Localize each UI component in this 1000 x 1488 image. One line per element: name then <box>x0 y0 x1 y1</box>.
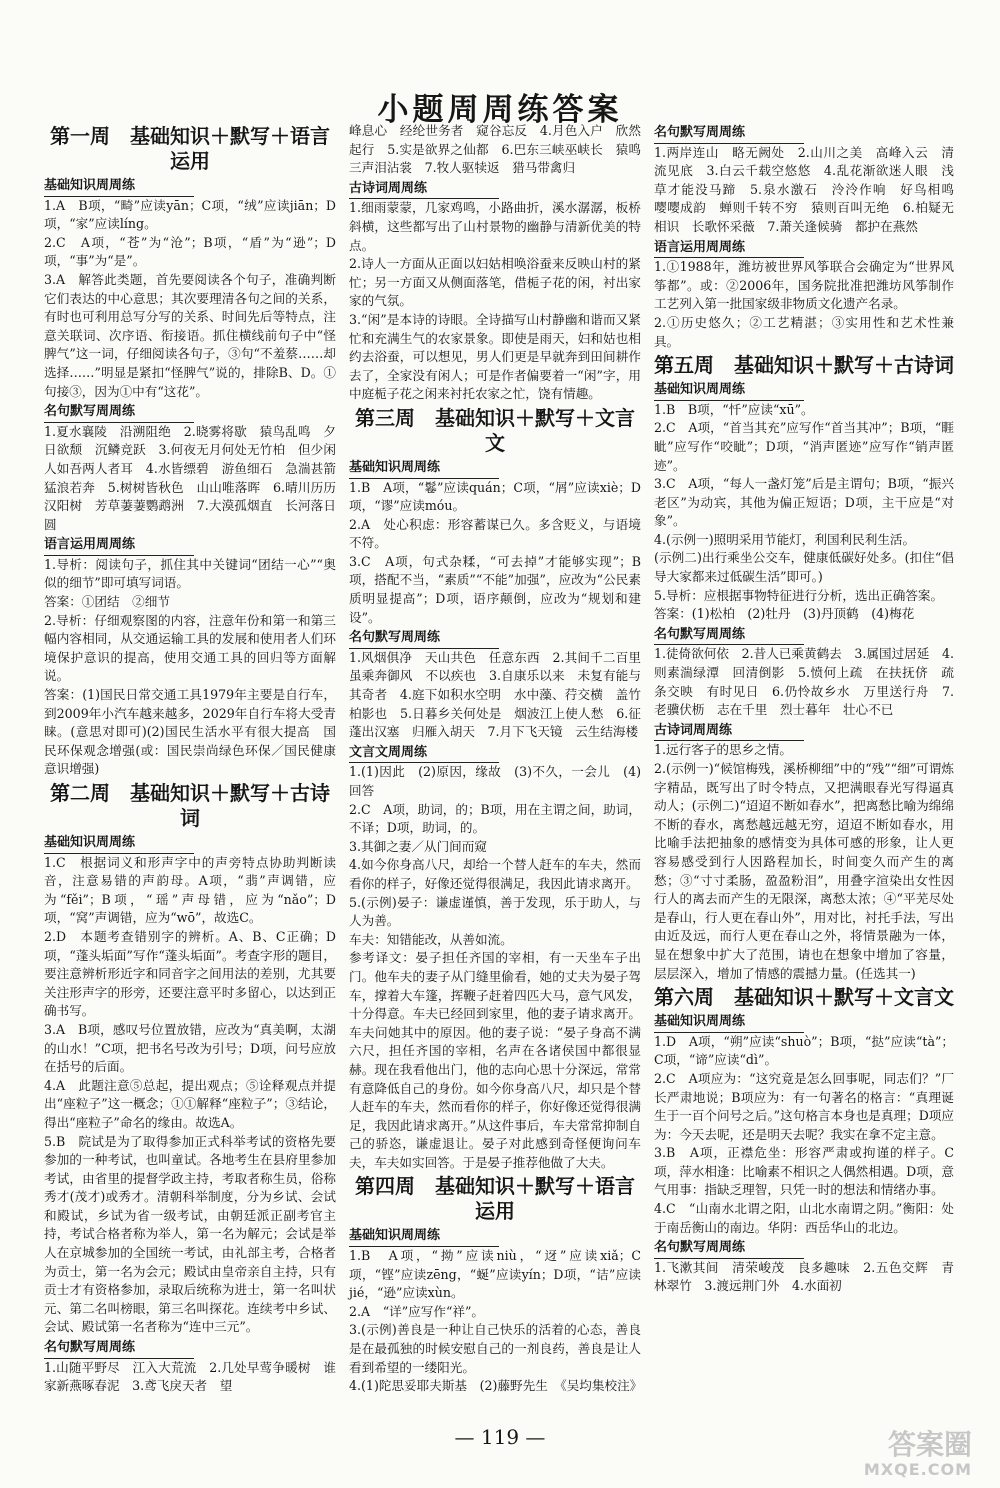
answer-paragraph: 1.(1)因此 (2)原因，缘故 (3)不久，一会儿 (4)回答 <box>349 764 641 798</box>
answer-paragraph: 答案：①团结 ②细节 <box>44 594 170 610</box>
answer-paragraph: 1.两岸连山 略无阙处 2.山川之美 高峰入云 清流见底 3.白云千载空悠悠 4.乱花渐欲迷人眼 浅草才能没马蹄 5.泉水激石 泠泠作响 好鸟相鸣 嘤嘤成韵 蝉则千转不穷 猿则百叫无绝 6.柏疑无相识 长歌怀采薇 7.萧关逢候骑 都护在燕然 <box>654 144 967 234</box>
answer-paragraph: 4.(1)陀思妥耶夫斯基 (2)藤野先生 《吴均集校注》 <box>349 1378 643 1394</box>
section-heading: 名句默写周周练 <box>44 1339 194 1359</box>
answer-paragraph: 1.飞漱其间 清荣峻茂 良多趣味 2.五色交辉 青林翠竹 3.渡远荆门外 4.水面初 <box>654 1259 954 1294</box>
answer-paragraph: 1.C 根据词义和形声字中的声旁特点协助判断读音，注意易错的声韵母。A项，“翡”声调错，应为“fěi”；B项，“瑶”声母错，应为“nǎo”；D项，“窝”声调错，应为“wō”，故选C。 <box>44 854 336 926</box>
answer-paragraph: 1.远行客子的思乡之情。 <box>654 742 792 758</box>
answer-paragraph: 1.导析：阅读句子，抓住其中关键词“团结一心”“奥似的细节”即可填写词语。 <box>44 556 336 591</box>
answer-paragraph: 1.B B项，“忏”应读“xū”。 <box>654 401 814 417</box>
week-heading: 第三周 基础知识＋默写＋文言文 <box>355 405 635 455</box>
watermark-text: 答案圈 <box>887 1428 972 1461</box>
section-heading: 名句默写周周练 <box>349 629 499 649</box>
watermark-logo <box>842 1430 972 1482</box>
answer-paragraph: 2.C A项，“苍”为“沧”；B项，“盾”为“逊”；D项，“事”为“是”。 <box>44 234 336 269</box>
answer-paragraph: 1.风烟俱净 天山共色 任意东西 2.其间千二百里 虽乘奔御风 不以疾也 3.自康乐以来 未复有能与其奇者 4.庭下如积水空明 水中藻、荇交横 盖竹柏影也 5.日暮乡关何处是 烟波江上使人愁 6.征蓬出汉塞 归雁入胡天 7.月下飞天镜 云生结海楼 <box>349 649 654 740</box>
answer-paragraph: 2.诗人一方面从正面以妇姑相唤浴蚕来反映山村的紧忙；另一方面又从侧面落笔，借栀子花的闲，衬出家家的气氛。 <box>349 256 641 309</box>
page-title: 小题周周练答案 <box>377 92 623 128</box>
section-heading: 名句默写周周练 <box>654 1239 804 1259</box>
page-number: — 119 — <box>454 1425 546 1449</box>
answer-paragraph: 1.①1988年，潍坊被世界风筝联合会确定为“世界风筝都”。或：②2006年，国务院批准把潍坊风筝制作工艺列入第一批国家级非物质文化遗产名录。 <box>654 259 954 312</box>
section-heading: 古诗词周周练 <box>349 180 499 200</box>
section-heading: 名句默写周周练 <box>654 626 804 646</box>
answer-paragraph: (示例二)出行乘坐公交车，健康低碳好处多。(扣住“倡导大家都来过低碳生活”即可。) <box>654 550 954 585</box>
answer-paragraph: 5.(示例)晏子：谦虚谨慎，善于发现，乐于助人，与人为善。 <box>349 894 641 929</box>
week-heading: 第一周 基础知识＋默写＋语言运用 <box>50 124 330 173</box>
answer-column-3 <box>654 122 967 1296</box>
section-heading: 基础知识周周练 <box>654 1013 804 1033</box>
answer-paragraph: 4.(示例一)照明采用节能灯，利国利民利生活。 <box>654 531 916 547</box>
section-heading: 文言文周周练 <box>349 744 499 764</box>
answer-paragraph: 4.C “山南水北谓之阳，山北水南谓之阴。”衡阳：处于南岳衡山的南边。华阴：西岳华山的北边。 <box>654 1201 954 1235</box>
answer-paragraph: 峰息心 经纶世务者 窥谷忘反 4.月色入户 欣然起行 5.实是欲界之仙都 6.巴东三峡巫峡长 猿鸣三声泪沾裳 7.牧人驱犊返 猎马带禽归 <box>349 123 641 176</box>
answer-paragraph: 2.导析：仔细观察图的内容，注意年份和第一和第三幅内容相同，从交通运输工具的发展和使用者人们环境保护意识的提高，使用交通工具的回归等方面解说。 <box>44 612 336 684</box>
watermark-url: MXQE.COM <box>863 1460 972 1479</box>
answer-paragraph: 1.B A项，“拗”应读niù，“迓”应读xiǎ；C项，“铿”应读zēng，“蜒”应读yín；D项，“诘”应读jié，“逊”应读xùn。 <box>349 1248 641 1301</box>
answer-paragraph: 2.①历史悠久；②工艺精湛；③实用性和艺术性兼具。 <box>654 314 954 349</box>
answer-paragraph: 5.B 院试是为了取得参加正式科举考试的资格先要参加的一种考试，也叫童试。各地考生在县府里参加考试，由省里的提督学政主持，考取者称生员，俗称秀才(茂才)或秀才。清朝科举制度，分为乡试、会试和殿试，乡试为省一级考试，由朝廷派正副考官主持，考试合格者称为举人，第一名为解元；会试是举人在京城参加的全国统一考试，由礼部主考，合格者为贡士，第一名为会元；殿试由皇帝亲自主持，只有贡士才有资格参加，录取后统称为进士，第一名叫状元、第二名叫榜眼，第三名叫探花。连续考中乡试、会试、殿试第一名者称为“连中三元”。 <box>44 1133 336 1335</box>
section-heading: 基础知识周周练 <box>44 177 194 197</box>
section-heading: 基础知识周周练 <box>349 459 499 479</box>
section-heading: 名句默写周周练 <box>44 403 194 423</box>
week-heading: 第四周 基础知识＋默写＋语言运用 <box>355 1174 635 1224</box>
section-heading: 语言运用周周练 <box>44 536 194 556</box>
answer-paragraph: 1.B A项，“鬈”应读quán；C项，“屑”应读xiè；D项，“谬”应读móu。 <box>349 479 641 514</box>
answer-paragraph: 5.导析：应根据事物特征进行分析，选出正确答案。 <box>654 587 944 603</box>
answer-column-1 <box>44 122 349 1396</box>
answer-paragraph: 3.A B项，感叹号位置放错，应改为“真美啊，太湖的山水！”C项，把书名号改为引号；D项，问号应放在括号的后面。 <box>44 1021 336 1075</box>
answer-paragraph: 车夫：知错能改，从善如流。 <box>349 931 513 947</box>
answer-paragraph: 3.C A项，“每人一盏灯笼”后是主谓句；B项，“振兴老区”为动宾，其他为偏正短语；D项，主干应是“对象”。 <box>654 476 954 529</box>
answer-paragraph: 1.山随平野尽 江入大荒流 2.几处早莺争暖树 谁家新燕啄春泥 3.鸢飞戾天者 望 <box>44 1359 336 1394</box>
answer-paragraph: 答案：(1)松柏 (2)牡丹 (3)丹顶鹤 (4)梅花 <box>654 606 915 622</box>
section-heading: 基础知识周周练 <box>44 834 194 854</box>
section-heading: 语言运用周周练 <box>654 239 804 259</box>
week-heading: 第二周 基础知识＋默写＋古诗词 <box>50 781 330 830</box>
answer-column-2 <box>349 122 654 1396</box>
answer-paragraph: 3.B A项，正襟危坐：形容严肃或拘谨的样子。C项，萍水相逢：比喻素不相识之人偶然相遇。D项，意气用事：指缺乏理智，只凭一时的想法和情绪办事。 <box>654 1145 954 1198</box>
answer-paragraph: 1.D A项，“朔”应读“shuò”；B项，“挞”应读“tà”；C项，“谛”应读“dì”。 <box>654 1033 954 1068</box>
answer-paragraph: 4.A 此题注意⑤总起，提出观点；⑤诠释观点并提出“座粒子”这一概念；①①解释“座粒子”；③结论，得出“座粒子”命名的缘由。故选A。 <box>44 1077 336 1130</box>
answer-paragraph: 2.A 处心积虑：形容蓄谋已久。多含贬义，与语境不符。 <box>349 516 641 551</box>
answer-paragraph: 2.C A项，助词，的；B项，用在主谓之间，助词，不译；D项，助词，的。 <box>349 801 641 836</box>
answer-paragraph: 2.C A项应为：“这究竟是怎么回事呢，同志们？”厂长严肃地说；B项应为：有一句著名的格言：“真理诞生于一百个问号之后。”这句格言本身也是真理；D项应为：今天去呢，还是明天去呢？我实在拿不定主意。 <box>654 1070 954 1142</box>
answer-paragraph: 4.如今你身高八尺，却给一个替人赶车的车夫，然而看你的样子，好像还觉得很满足，我因此请求离开。 <box>349 857 641 891</box>
section-heading: 名句默写周周练 <box>654 124 804 144</box>
answer-paragraph: 1.夏水襄陵 沿溯阻绝 2.晓雾将歇 猿鸟乱鸣 夕日欲颓 沉鳞竞跃 3.何夜无月何处无竹柏 但少闲人如吾两人者耳 4.水皆缥碧 游鱼细石 急湍甚箭 猛浪若奔 5.树树皆秋色 山山唯落晖 6.晴川历历汉阳树 芳草萋萋鹦鹉洲 7.大漠孤烟直 长河落日圆 <box>44 423 349 532</box>
answer-paragraph: 3.C A项，句式杂糅，“可去掉”才能够实现”；B项，搭配不当，“素质”“不能”加强”，应改为“公民素质明显提高”；D项，语序颠倒，应改为“规划和建设”。 <box>349 553 641 625</box>
answer-paragraph: 答案：(1)国民日常交通工具1979年主要是自行车，到2009年小汽车越来越多，2029年自行车将大受青睐。(意思对即可)(2)国民生活水平有很大提高 国民环保观念增强(或：国民崇尚绿色环保／国民健康意识增强) <box>44 687 336 777</box>
answer-paragraph: 3.A 解答此类题，首先要阅读各个句子，准确判断它们表达的中心意思；其次要理清各句之间的关系，有时也可利用总写分写的关系、时间先后等特点，注意关联词、次序语、衔接语。抓住横线前句子中“怪脾气”这一词，仔细阅读各句子，③句“不羞蔡……却选择……”明显是紧扣“怪脾气”说的，排除B、D。①句接③，因为①中有“这花”。 <box>44 271 336 399</box>
answer-paragraph: 1.A B项，“畸”应读yān；C项，“绒”应读jiān；D项，“家”应读líng。 <box>44 197 336 232</box>
answer-paragraph: 3.“闲”是本诗的诗眼。全诗描写山村静幽和谐而又紧忙和充满生气的农家景象。即使是雨天，妇和姑也相约去浴蚕，可以想见，男人们更是早就奔到田间耕作去了，全家没有闲人；可是作者偏要着一“闲”字，用中庭栀子花之闲来衬托农家之忙，饶有情趣。 <box>349 311 641 402</box>
section-heading: 古诗词周周练 <box>654 722 804 742</box>
answer-paragraph: 2.A “详”应写作“祥”。 <box>349 1303 485 1319</box>
answer-paragraph: 2.D 本题考查错别字的辨析。A、B、C正确；D项，“蓬头垢面”写作“蓬头垢面”。考查字形的题目，要注意辨析形近字和同音字之间用法的差别，尤其要关注形声字的形旁，还要注意平时多留心，以达到正确书写。 <box>44 928 336 1019</box>
answer-paragraph: 1.徒倚欲何依 2.昔人已乘黄鹤去 3.属国过居延 4.则素湍绿潭 回清倒影 5.愤何上疏 在扶抚侪 疏条交映 有时见日 6.仍怜故乡水 万里送行舟 7.老骥伏枥 志在千里 烈士暮年 壮心不已 <box>654 646 954 718</box>
section-heading: 基础知识周周练 <box>349 1227 499 1247</box>
week-heading: 第五周 基础知识＋默写＋古诗词 <box>654 353 954 378</box>
answer-paragraph: 3.其御之妻／从门间而窥 <box>349 838 487 854</box>
answer-paragraph: 2.C A项，“首当其充”应写作“首当其冲”；B项，“睚眦”应写作“咬眦”；D项，“消声匿迹”应写作“销声匿迹”。 <box>654 420 954 473</box>
week-heading: 第六周 基础知识＋默写＋文言文 <box>654 985 954 1010</box>
answer-paragraph: 参考译文：晏子担任齐国的宰相，有一天坐车子出门。他车夫的妻子从门缝里偷看，她的丈夫为晏子驾车，撑着大车篷，挥鞭子赶着四匹大马，意气风发，十分得意。车夫已经回到家里，他的妻子请求离开。车夫问她其中的原因。他的妻子说：“晏子身高不满六尺，担任齐国的宰相，名声在各诸侯国中都很显赫。现在我看他出门，他的志向心思十分深远，常常有意降低自己的身份。如今你身高八尺，却只是个替人赶车的车夫，然而看你的样子，你好像还觉得很满足，我因此请求离开。”从这件事后，车夫常常抑制自己的骄恣，谦虚退让。晏子对此感到奇怪便询问车夫，车夫如实回答。于是晏子推荐他做了大夫。 <box>349 950 641 1170</box>
answer-paragraph: 1.细雨蒙蒙，几家鸡鸣，小路曲折，溪水潺潺，板桥斜横，这些都写出了山村景物的幽静与清新优美的特点。 <box>349 200 641 253</box>
answer-paragraph: 3.(示例)善良是一种让自己快乐的活着的心态，善良是在最孤独的时候安慰自己的一剂良药，善良是让人看到希望的一缕阳光。 <box>349 1322 641 1375</box>
answer-paragraph: 2.(示例一)“候馆梅残，溪桥柳细”中的“残”“细”可谓炼字精品，既写出了时令特点，又把满眼春光写得逼真动人；(示例二)“迢迢不断如春水”，把离愁比喻为绵绵不断的春水，离愁越远越无穷，迢迢不断如春水，用比喻手法把抽象的感情变为具体可感的形象，让人更容易感受到行人因路程加长，时间变久而产生的离愁；③“寸寸柔肠，盈盈粉泪”，用叠字渲染出女性因行人的离去而产生的无限深，离愁太浓；④“平芜尽处是春山，行人更在春山外”，用对比，衬托手法，写出由近及远，而行人更在春山之外，将情景融为一体，显在想象中扩大了范围，请也在想象中增加了容量，层层深入，增加了情感的震撼力量。(任选其一) <box>654 761 954 981</box>
section-heading: 基础知识周周练 <box>654 381 804 401</box>
